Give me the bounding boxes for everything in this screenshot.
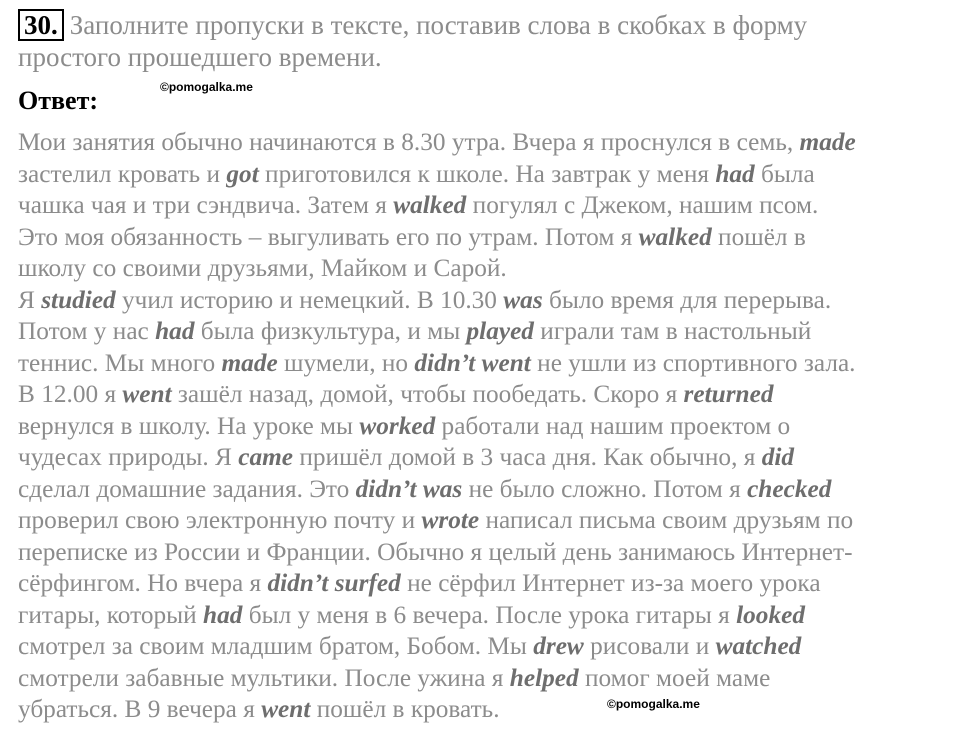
- text-segment: Мои занятия обычно начинаются в 8.30 утра. Вчера я проснулся в семь,: [18, 128, 800, 156]
- text-segment: было время для перерыва.: [542, 285, 832, 314]
- text-segment: работали над нашим проектом о: [435, 411, 791, 440]
- text-segment: сёрфингом. Но вчера я: [18, 569, 268, 597]
- text-segment: пришёл домой в 3 часа дня. Как обычно, я: [293, 443, 762, 471]
- text-segment: зашёл назад, домой, чтобы пообедать. Скоро я: [171, 380, 684, 408]
- answer-text: [18, 127, 953, 726]
- answer-word: was: [503, 285, 543, 314]
- answer-word: got: [226, 159, 259, 188]
- text-segment: не ушли из спортивного зала.: [530, 348, 856, 377]
- text-segment: вернулся в школу. На уроке мы: [18, 411, 360, 440]
- answer-word: had: [203, 600, 243, 629]
- text-segment: пошёл в: [711, 222, 806, 251]
- text-segment: погулял с Джеком, нашим псом.: [466, 191, 819, 219]
- answer-word: played: [466, 317, 534, 345]
- text-segment: застелил кровать и: [18, 159, 227, 188]
- text-line: [18, 411, 953, 443]
- text-segment: Это моя обязанность – выгуливать его по утрам. Потом я: [18, 222, 639, 251]
- task-number: 30.: [18, 9, 64, 41]
- task-instruction-line1: Заполните пропуски в тексте, поставив слова в скобках в форму: [69, 10, 808, 40]
- watermark-bottom: ©pomogalka.me: [607, 697, 700, 711]
- answer-word: made: [799, 128, 856, 156]
- text-line: [18, 694, 953, 726]
- text-segment: учил историю и немецкий. В 10.30: [115, 285, 504, 314]
- text-line: [18, 442, 953, 474]
- answer-word: came: [238, 443, 294, 471]
- text-line: [18, 285, 953, 317]
- answer-word: looked: [736, 600, 805, 629]
- text-segment: гитары, который: [18, 600, 203, 629]
- text-line: [18, 159, 953, 191]
- text-segment: Я: [18, 285, 42, 314]
- text-line: [18, 222, 953, 254]
- text-segment: была: [754, 159, 815, 188]
- text-segment: чудесах природы. Я: [18, 443, 239, 471]
- answer-word: walked: [638, 222, 712, 251]
- text-line: [18, 190, 953, 222]
- answer-word: didn’t went: [414, 348, 531, 377]
- text-segment: написал письма своим друзьям по: [479, 506, 854, 534]
- text-line: [18, 505, 953, 537]
- answer-word: walked: [393, 191, 467, 219]
- task-instruction-line2: простого прошедшего времени.: [18, 42, 382, 72]
- text-segment: рисовали и: [583, 632, 716, 660]
- text-line: [18, 631, 953, 663]
- text-segment: чашка чая и три сэндвича. Затем я: [18, 191, 394, 219]
- answer-word: watched: [715, 632, 802, 660]
- text-segment: играли там в настольный: [533, 317, 812, 345]
- task-header: [18, 9, 948, 73]
- answer-word: had: [155, 317, 195, 345]
- text-segment: приготовился к школе. На завтрак у меня: [258, 159, 716, 188]
- text-segment: смотрели забавные мультики. После ужина я: [18, 663, 510, 692]
- text-segment: шумели, но: [277, 348, 415, 377]
- answer-word: went: [261, 695, 311, 723]
- text-segment: пошёл в кровать.: [310, 695, 500, 723]
- text-line: [18, 568, 953, 600]
- answer-word: studied: [41, 285, 116, 314]
- text-segment: В 12.00 я: [18, 380, 123, 408]
- answer-word: made: [221, 348, 278, 377]
- text-line: [18, 348, 953, 380]
- answer-label: Ответ:: [18, 86, 99, 115]
- text-line: [18, 474, 953, 506]
- answer-word: wrote: [421, 506, 480, 534]
- answer-word: drew: [533, 632, 584, 660]
- watermark-top: ©pomogalka.me: [160, 80, 253, 94]
- text-segment: был у меня в 6 вечера. После урока гитары я: [242, 600, 737, 629]
- text-line: [18, 253, 953, 285]
- answer-word: didn’t was: [355, 474, 463, 503]
- answer-word: went: [122, 380, 172, 408]
- text-segment: помог моей маме: [578, 663, 771, 692]
- text-segment: была физкультура, и мы: [194, 317, 467, 345]
- answer-word: worked: [359, 411, 436, 440]
- text-line: [18, 379, 953, 411]
- answer-word: checked: [747, 474, 832, 503]
- text-segment: Потом у нас: [18, 317, 156, 345]
- text-line: [18, 316, 953, 348]
- answer-word: returned: [683, 380, 774, 408]
- answer-word: helped: [509, 663, 579, 692]
- text-line: [18, 663, 953, 695]
- answer-word: had: [715, 159, 755, 188]
- text-line: [18, 600, 953, 632]
- text-segment: не сёрфил Интернет из-за моего урока: [400, 569, 821, 597]
- text-line: [18, 537, 953, 569]
- answer-word: did: [761, 443, 795, 471]
- answer-word: didn’t surfed: [267, 569, 401, 597]
- text-segment: не было сложно. Потом я: [462, 474, 748, 503]
- text-segment: теннис. Мы много: [18, 348, 222, 377]
- text-segment: убраться. В 9 вечера я: [18, 695, 262, 723]
- text-line: [18, 127, 953, 159]
- text-segment: проверил свою электронную почту и: [18, 506, 422, 534]
- text-segment: школу со своими друзьями, Майком и Сарой.: [18, 254, 507, 282]
- text-segment: смотрел за своим младшим братом, Бобом. Мы: [18, 632, 534, 660]
- text-segment: переписке из России и Франции. Обычно я целый день занимаюсь Интернет-: [18, 537, 853, 566]
- text-segment: сделал домашние задания. Это: [18, 474, 356, 503]
